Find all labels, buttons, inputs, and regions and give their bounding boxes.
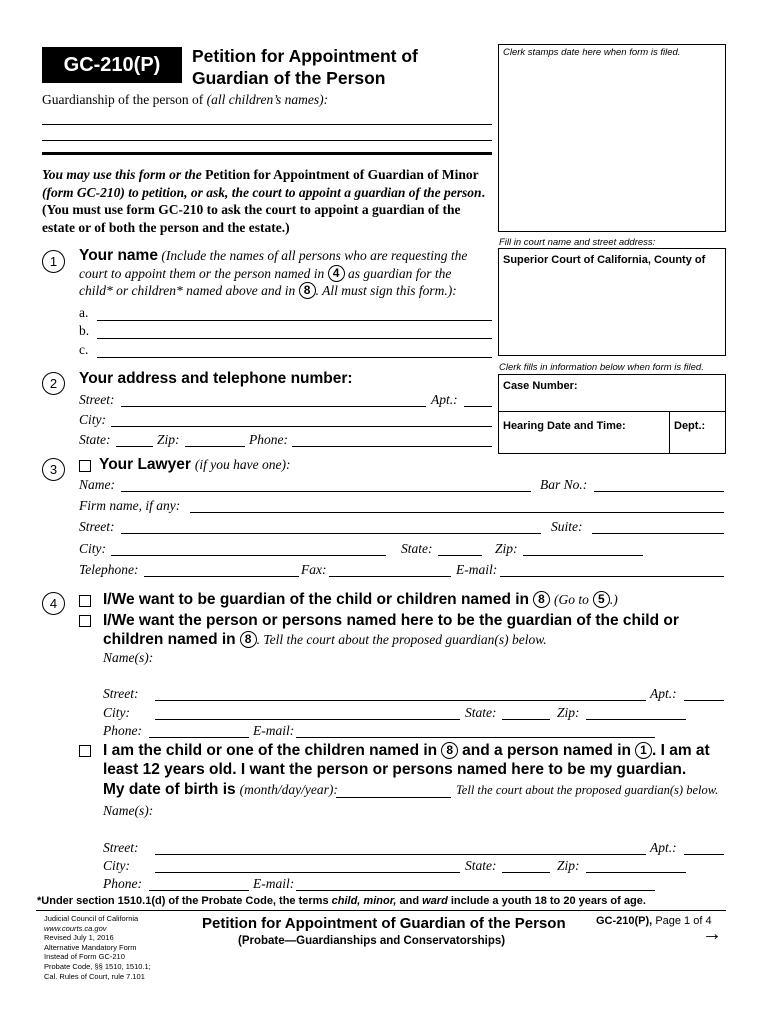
section-3-number: 3 [42,458,65,481]
section-1-heading: Your name (Include the names of all persons who are requesting the court to appoint them or the person named in 4 as guardian for the child* or children* named above and in 8 . All must sign this form.): [79,247,468,298]
s1-label-a: a. [79,305,89,320]
s3-street-field[interactable] [121,533,541,534]
s1-label-b: b. [79,323,90,338]
s2-phone-field[interactable] [292,446,492,447]
s3-street-label: Street: [79,519,115,534]
s4-city-field-2[interactable] [155,872,460,873]
s4-dob-field[interactable] [336,797,451,798]
s4-apt-label-2: Apt.: [650,840,677,855]
s3-suite-label: Suite: [551,519,583,534]
s3-suite-field[interactable] [592,533,724,534]
footnote: *Under section 1510.1(d) of the Probate Code, the terms child, minor, and ward include a youth 18 to 20 years of age. [37,895,646,907]
hearing-label: Hearing Date and Time: [503,420,626,432]
s2-zip-label: Zip: [157,432,180,447]
clerk-stamp-box [498,44,726,232]
s4-street-field-1[interactable] [155,700,646,701]
s4-option-3-checkbox[interactable] [79,745,91,757]
ref-8-circle: 8 [240,631,257,648]
s3-firm-field[interactable] [190,512,724,513]
children-names-line-1[interactable] [42,124,492,125]
title-line-2: Guardian of the Person [192,68,386,88]
ref-1-circle: 1 [635,742,652,759]
s4-zip-field-1[interactable] [586,719,686,720]
footer-divider [36,910,726,911]
ref-4-circle: 4 [328,265,345,282]
section-3-heading: Your Lawyer (if you have one): [99,456,291,473]
s4-zip-field-2[interactable] [586,872,686,873]
footer-subtitle: (Probate—Guardianships and Conservatorships) [238,935,506,947]
dept-label: Dept.: [674,420,706,432]
s4-street-field-2[interactable] [155,854,646,855]
s2-street-field[interactable] [121,406,426,407]
s3-state-field[interactable] [438,555,482,556]
clerk-fills-label: Clerk fills in information below when form is filed. [499,362,704,373]
form-title [192,45,418,89]
case-info-box [498,374,726,454]
footer-left: Judicial Council of California www.courts.ca.gov Revised July 1, 2016 Alternative Mandatory Form Instead of Form GC-210 Probate Code, §§ 1510, 1510.1; Cal. Rules of Court, rule 7.101 [44,914,151,981]
case-info-divider [499,411,725,412]
s3-email-label: E-mail: [456,562,498,577]
s2-apt-label: Apt.: [431,392,458,407]
s4-city-label-2: City: [103,858,130,873]
s2-street-label: Street: [79,392,115,407]
s3-bar-field[interactable] [594,491,724,492]
s4-state-label-2: State: [465,858,497,873]
s4-email-field-2[interactable] [296,890,655,891]
s4-state-field-2[interactable] [502,872,550,873]
s3-email-field[interactable] [500,576,724,577]
s2-state-field[interactable] [116,446,153,447]
intro-paragraph: You may use this form or the Petition for Appointment of Guardian of Minor (form GC-210) to petition, or ask, the court to appoint a guardian of the person. (You must use form GC-210 to ask the court to appoint a guardian of the estate or of both the person and the estate.) [42,167,485,235]
s4-zip-label-1: Zip: [557,705,580,720]
ref-5-circle: 5 [593,591,610,608]
ref-8-circle: 8 [299,282,316,299]
footer-page: GC-210(P), Page 1 of 4 [596,915,712,927]
s4-dob-line: My date of birth is (month/day/year): [103,781,338,798]
header-divider-thick [42,152,492,155]
s3-firm-label: Firm name, if any: [79,498,181,513]
s3-name-label: Name: [79,477,115,492]
s4-state-field-1[interactable] [502,719,550,720]
s2-apt-field[interactable] [464,406,492,407]
s4-apt-field-2[interactable] [684,854,724,855]
s4-street-label-1: Street: [103,686,139,701]
section-1-number: 1 [42,250,65,273]
s3-bar-label: Bar No.: [540,477,588,492]
s4-names-label-2: Name(s): [103,803,154,818]
title-line-1: Petition for Appointment of [192,46,418,66]
s2-city-field[interactable] [111,426,492,427]
s4-email-label-2: E-mail: [253,876,295,891]
s4-apt-field-1[interactable] [684,700,724,701]
s4-email-field-1[interactable] [296,737,655,738]
s3-lawyer-checkbox[interactable] [79,460,91,472]
s3-zip-label: Zip: [495,541,518,556]
s2-state-label: State: [79,432,111,447]
s4-state-label-1: State: [465,705,497,720]
clerk-stamp-label: Clerk stamps date here when form is filed. [503,47,681,58]
s4-street-label-2: Street: [103,840,139,855]
s4-tell-court: Tell the court about the proposed guardian(s) below. [456,783,719,797]
s4-email-label-1: E-mail: [253,723,295,738]
children-names-line-2[interactable] [42,140,492,141]
s4-option-2-text: I/We want the person or persons named here to be the guardian of the child or children named in 8 . Tell the court about the proposed guardian(s) below. [103,612,679,648]
s4-option-3-text: I am the child or one of the children named in 8 and a person named in 1 . I am at least 12 years old. I want the person or persons named here to be my guardian. [103,742,710,778]
s1-name-c-field[interactable] [97,357,492,358]
s4-option-1-text: I/We want to be guardian of the child or children named in 8 (Go to 5 .) [103,591,618,608]
s4-apt-label-1: Apt.: [650,686,677,701]
ref-8-circle: 8 [441,742,458,759]
s1-name-b-field[interactable] [97,338,492,339]
case-number-label: Case Number: [503,380,578,392]
s3-zip-field[interactable] [523,555,643,556]
s1-label-c: c. [79,342,89,357]
s4-names-label-1: Name(s): [103,650,154,665]
s4-city-field-1[interactable] [155,719,460,720]
s4-zip-label-2: Zip: [557,858,580,873]
s3-fax-field[interactable] [329,576,451,577]
s4-phone-field-1[interactable] [149,737,249,738]
dept-divider [669,411,670,453]
s4-option-1-checkbox[interactable] [79,595,91,607]
court-name-box[interactable] [498,248,726,356]
footer-title: Petition for Appointment of Guardian of the Person [202,915,566,932]
s2-zip-field[interactable] [185,446,245,447]
s4-option-2-checkbox[interactable] [79,615,91,627]
s3-city-field[interactable] [111,555,386,556]
court-name-label: Superior Court of California, County of [503,254,706,266]
s3-city-label: City: [79,541,106,556]
s3-telephone-field[interactable] [144,576,299,577]
form-id-badge [42,47,182,83]
s2-city-label: City: [79,412,106,427]
next-page-arrow-icon[interactable]: → [702,923,722,945]
s4-phone-field-2[interactable] [149,890,249,891]
s4-phone-label-1: Phone: [103,723,142,738]
s3-name-field[interactable] [121,491,531,492]
section-2-heading: Your address and telephone number: [79,370,353,387]
s1-name-a-field[interactable] [97,320,492,321]
form-id-text: GC-210(P) [63,54,161,76]
s2-phone-label: Phone: [249,432,288,447]
ref-8-circle: 8 [533,591,550,608]
section-4-number: 4 [42,592,65,615]
guardianship-label: Guardianship of the person of (all children’s names): [42,92,329,107]
section-2-number: 2 [42,372,65,395]
s4-city-label-1: City: [103,705,130,720]
s3-telephone-label: Telephone: [79,562,139,577]
s3-state-label: State: [401,541,433,556]
s4-phone-label-2: Phone: [103,876,142,891]
court-fill-label: Fill in court name and street address: [499,237,656,248]
s3-fax-label: Fax: [301,562,327,577]
